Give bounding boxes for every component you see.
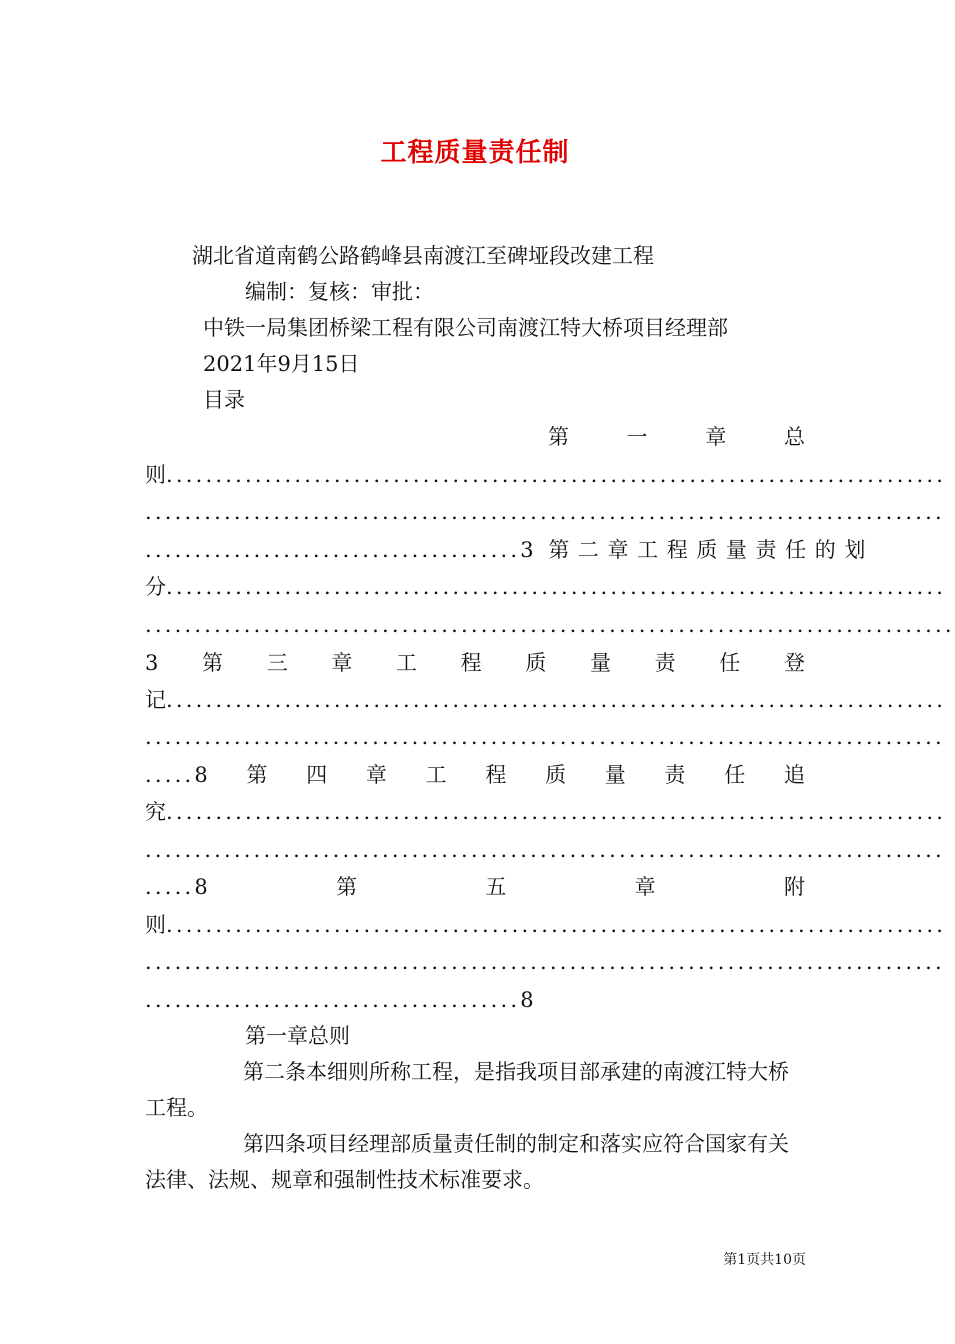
toc-word: 工 [396,651,417,675]
toc-ch2-line: ......................................3 第二章工程质量责任的划 [145,538,874,562]
toc-word: 章 [634,875,656,899]
toc-page: 3 [520,538,534,562]
toc-dotline: ................................................................................. [145,725,945,749]
company-name: 中铁一局集团桥梁工程有限公司南渡江特大桥项目经理部 [203,316,728,340]
toc-ch1-dots: 则............................................................................... [145,463,947,487]
toc-last-line: ......................................8 [145,988,534,1012]
approval-line: 编制：复核：审批： [245,280,434,304]
toc-dotline: ................................................................................. [145,950,945,974]
toc-ch4-title: .....8 第 四 章 工 程 质 量 责 任 追 [145,763,805,787]
document-date: 2021年9月15日 [203,352,360,376]
toc-ch4-dots: 究............................................................................... [145,800,947,824]
toc-word: 质 [525,651,547,675]
toc-ch2-dots: 分............................................................................... [145,575,947,599]
toc-word: 章 [365,763,387,787]
toc-word: 三 [266,651,288,675]
toc-word: 追 [783,763,805,787]
toc-word: 第 [202,651,224,675]
toc-word: 量 [604,763,626,787]
page-number: 第1页共10页 [723,1252,806,1268]
toc-page: 8 [520,988,534,1012]
toc-dotline: ................................................................................. [145,500,945,524]
toc-word: 总 [783,425,805,449]
toc-ch3-title [145,649,805,677]
article-4-paragraph: 第四条项目经理部质量责任制的制定和落实应符合国家有关法律、法规、规章和强制性技术标准要求。 [145,1132,789,1192]
toc-word: 责 [654,651,676,675]
toc-word: 任 [719,651,741,675]
toc-ch5-dots: 则............................................................................... [145,913,947,937]
toc-word: 附 [783,875,805,899]
toc-cont: 记 [145,688,166,712]
toc-cont: 则 [145,463,166,487]
toc-word: 第 [246,763,268,787]
toc-cont: 则 [145,913,166,937]
toc-dotline: ................................................................................. [145,838,945,862]
toc-ch1-title [548,423,805,451]
project-name: 湖北省道南鹤公路鹤峰县南渡江至碑垭段改建工程 [192,244,654,268]
toc-heading: 目录 [203,388,245,412]
toc-ch2-title: 第二章工程质量责任的划 [548,538,874,562]
toc-word: 第 [548,425,569,449]
toc-word: 四 [306,763,328,787]
toc-ch5-title: .....8 第 五 章 附 [145,875,805,899]
toc-page: 8 [194,875,208,899]
chapter1-heading: 第一章总则 [245,1024,350,1048]
toc-word: 工 [425,763,447,787]
toc-page: 8 [194,763,208,787]
toc-ch3-dots: 记............................................................................... [145,688,947,712]
toc-word: 质 [545,763,567,787]
toc-word: 登 [783,651,805,675]
article-2-paragraph: 第二条本细则所称工程，是指我项目部承建的南渡江特大桥工程。 [145,1060,789,1120]
toc-word: 程 [460,651,482,675]
toc-word: 一 [626,425,648,449]
toc-word: 第 [336,875,358,899]
toc-word: 章 [331,651,353,675]
toc-word: 程 [485,763,507,787]
toc-word: 量 [589,651,611,675]
toc-word: 责 [664,763,686,787]
toc-cont: 究 [145,800,166,824]
toc-dotline: .................................................................................. [145,613,955,637]
document-title: 工程质量责任制 [380,138,570,168]
toc-word: 章 [705,425,727,449]
toc-word: 五 [485,875,507,899]
toc-cont: 分 [145,575,166,599]
toc-word: 任 [724,763,746,787]
toc-page: 3 [145,651,159,675]
